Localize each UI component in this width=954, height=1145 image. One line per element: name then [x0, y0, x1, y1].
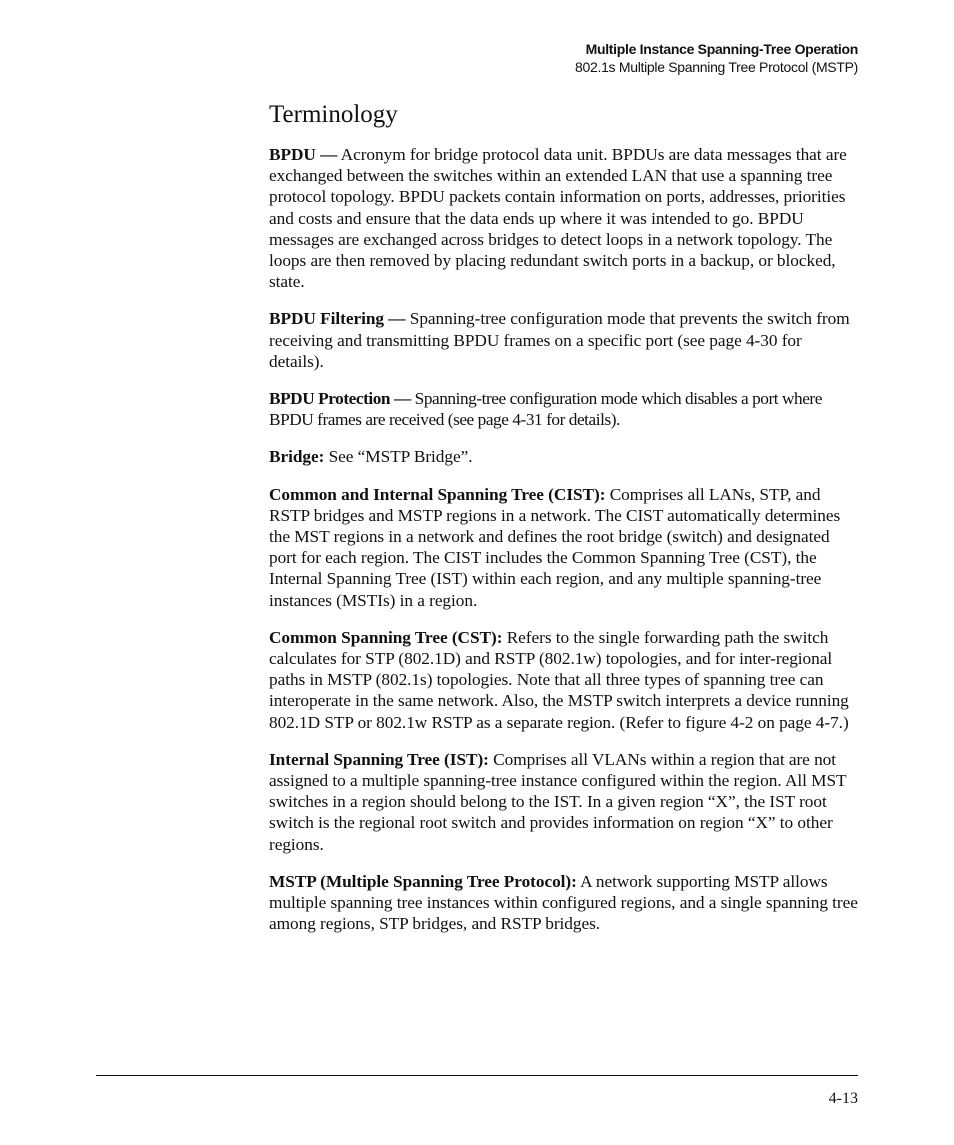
section-title: 802.1s Multiple Spanning Tree Protocol (MSTP)	[575, 59, 858, 75]
term-name: BPDU Filtering —	[269, 309, 406, 329]
running-header	[575, 40, 858, 76]
term-name: Common and Internal Spanning Tree (CIST):	[269, 484, 606, 504]
term-bpdu	[269, 144, 859, 292]
term-name: BPDU —	[269, 145, 338, 164]
term-definition: Refers to the single forwarding path the switch calculates for STP (802.1D) and RSTP (802.1w) topologies, and for inter-regional paths in MSTP (802.1s) topologies. Note that all three types of spanning tree can interoperate in the same network. Also, the MSTP switch interprets a device running 802.1D STP or 802.1w RSTP as a separate region. (Refer to figure 4-2 on page 4-7.)	[269, 627, 849, 732]
term-bridge	[269, 446, 859, 467]
term-name: Internal Spanning Tree (IST):	[269, 749, 489, 769]
term-name: Bridge:	[269, 447, 325, 467]
term-name: MSTP (Multiple Spanning Tree Protocol):	[269, 871, 577, 891]
term-name: Common Spanning Tree (CST):	[269, 627, 503, 647]
page-number: 4-13	[828, 1090, 858, 1107]
term-mstp	[269, 871, 859, 935]
term-cist	[269, 484, 859, 611]
term-definition: Spanning-tree configuration mode which disables a port where BPDU frames are received (see page 4-31 for details).	[269, 389, 822, 430]
term-ist	[269, 749, 859, 855]
term-definition: A network supporting MSTP allows multiple spanning tree instances within configured regions, and a single spanning tree among regions, STP bridges, and RSTP bridges.	[269, 871, 858, 934]
main-content	[269, 100, 859, 951]
footer-divider	[96, 1075, 858, 1076]
term-bpdu-filtering	[269, 308, 859, 372]
term-cst	[269, 627, 859, 733]
term-name: BPDU Protection —	[269, 389, 411, 409]
page-heading: Terminology	[269, 101, 398, 128]
chapter-title: Multiple Instance Spanning-Tree Operation	[585, 41, 858, 57]
term-bpdu-protection	[269, 388, 859, 430]
term-definition: Spanning-tree configuration mode that prevents the switch from receiving and transmitting BPDU frames on a specific port (see page 4-30 for details).	[269, 309, 850, 371]
term-definition: Comprises all LANs, STP, and RSTP bridges and MSTP regions in a network. The CIST automatically determines the MST regions in a network and defines the root bridge (switch) and designated port for each region. The CIST includes the Common Spanning Tree (CST), the Internal Spanning Tree (IST) within each region, and any multiple spanning-tree instances (MSTIs) in a region.	[269, 484, 841, 610]
term-definition: See “MSTP Bridge”.	[324, 447, 473, 467]
term-definition: Acronym for bridge protocol data unit. BPDUs are data messages that are exchanged between the switches within an extended LAN that use a spanning tree protocol topology. BPDU packets contain information on ports, addresses, priorities and costs and ensure that the data ends up where it was intended to go. BPDU messages are exchanged across bridges to detect loops in a network topology. The loops are then removed by placing redundant switch ports in a backup, or blocked, state.	[269, 145, 847, 292]
term-definition: Comprises all VLANs within a region that are not assigned to a multiple spanning-tree instance configured within the region. All MST switches in a region should belong to the IST. In a given region “X”, the IST root switch is the regional root switch and provides information on region “X” to other regions.	[269, 749, 847, 854]
